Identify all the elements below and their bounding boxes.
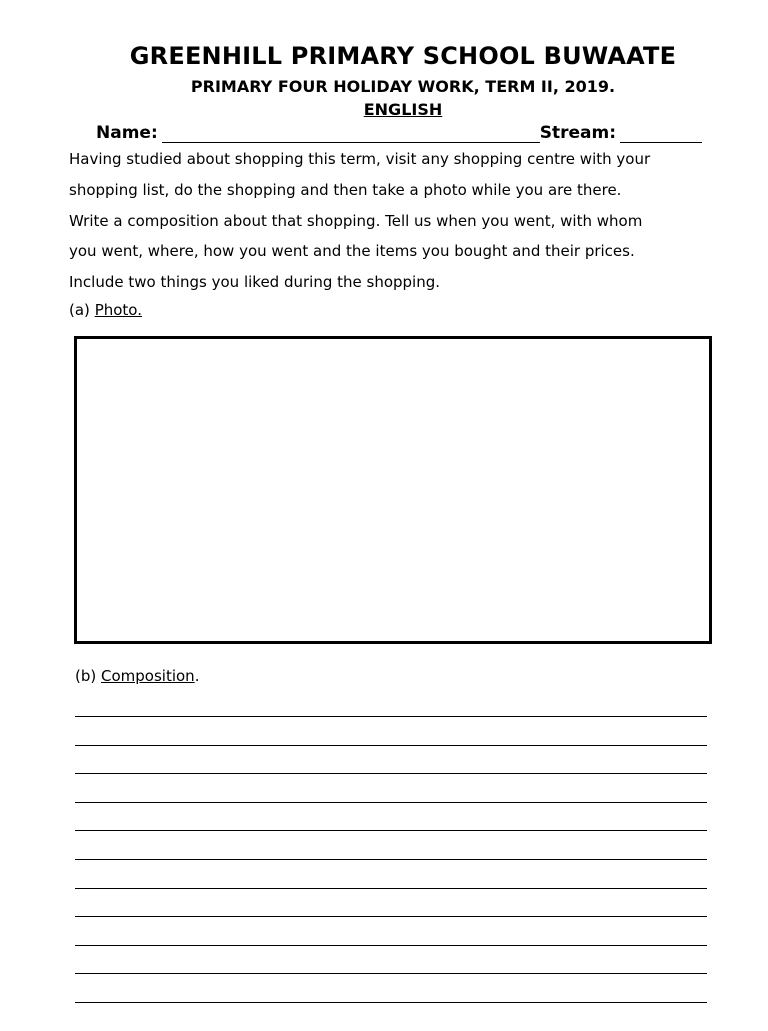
student-info-row (96, 123, 702, 143)
writing-line[interactable] (75, 945, 707, 946)
photo-section-label (69, 301, 142, 319)
photo-heading: Photo. (94, 301, 142, 319)
composition-lines (75, 716, 707, 1031)
writing-line[interactable] (75, 888, 707, 889)
writing-line[interactable] (75, 773, 707, 774)
instruction-line: Having studied about shopping this term, visit any shopping centre with your (69, 150, 651, 168)
instruction-line: Include two things you liked during the shopping. (69, 273, 441, 292)
subject-heading (0, 100, 768, 119)
instructions (69, 144, 709, 298)
writing-line[interactable] (75, 859, 707, 860)
stream-label: Stream: (539, 123, 617, 143)
writing-line[interactable] (75, 745, 707, 746)
school-name: GREENHILL PRIMARY SCHOOL BUWAATE (129, 42, 677, 70)
stream-blank[interactable] (620, 128, 702, 143)
writing-line[interactable] (75, 916, 707, 917)
instruction-line: you went, where, how you went and the items you bought and their prices. (69, 242, 635, 261)
writing-line[interactable] (75, 830, 707, 831)
instruction-line: Write a composition about that shopping. Tell us when you went, with whom (69, 211, 643, 230)
photo-prefix: (a) (69, 301, 90, 319)
writing-line[interactable] (75, 802, 707, 803)
writing-line[interactable] (75, 716, 707, 717)
name-blank[interactable] (162, 128, 540, 143)
photo-box[interactable] (74, 336, 712, 644)
instruction-line: shopping list, do the shopping and then take a photo while you are there. (69, 180, 622, 199)
composition-prefix: (b) (75, 667, 97, 685)
worksheet-subtitle: PRIMARY FOUR HOLIDAY WORK, TERM II, 2019. (190, 77, 616, 96)
writing-line[interactable] (75, 1002, 707, 1003)
composition-section-label (75, 667, 199, 685)
subject-label: ENGLISH (363, 100, 443, 119)
name-label: Name: (96, 123, 158, 143)
writing-line[interactable] (75, 973, 707, 974)
composition-suffix: . (194, 667, 200, 685)
composition-heading: Composition (101, 667, 195, 685)
